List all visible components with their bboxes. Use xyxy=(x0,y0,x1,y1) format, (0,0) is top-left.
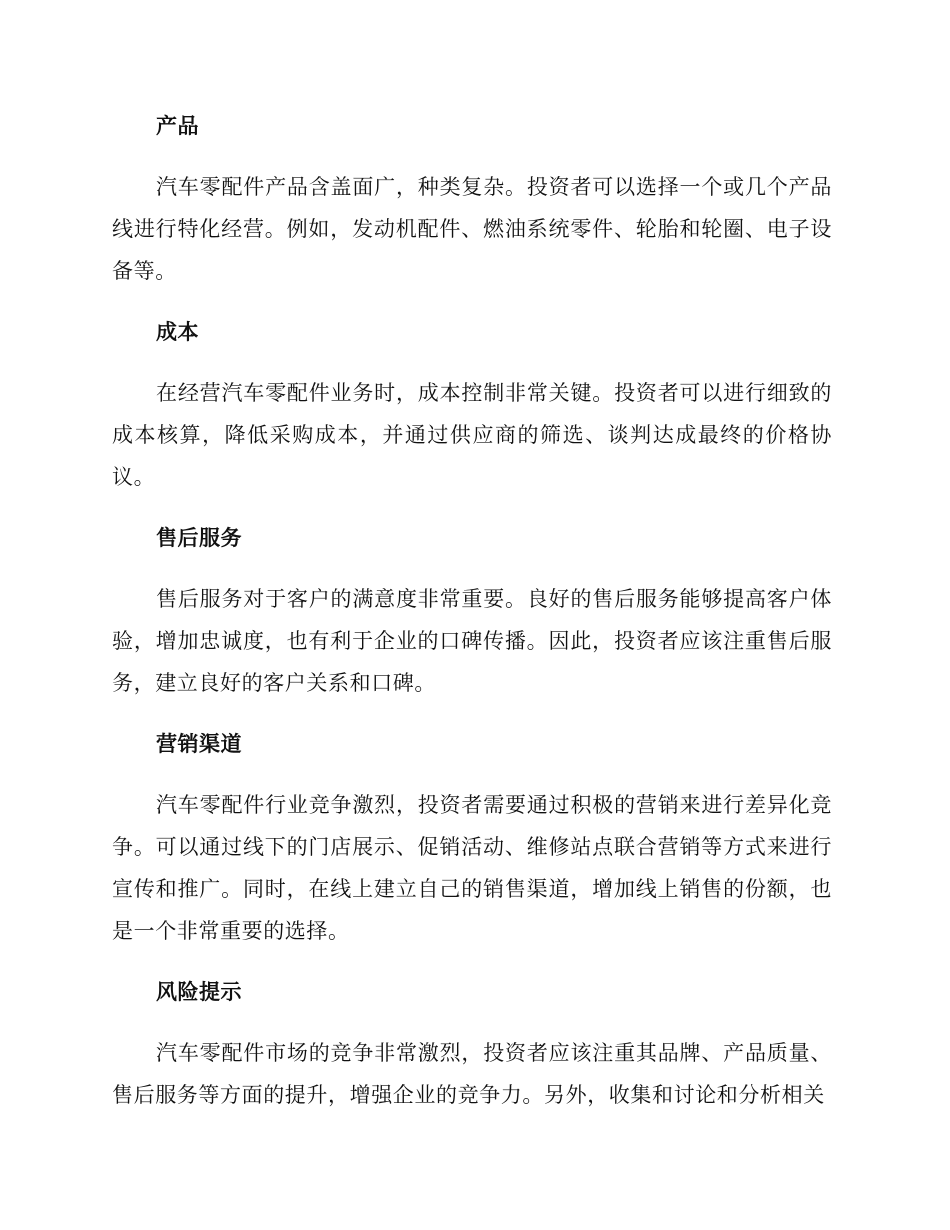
section-paragraph: 汽车零配件市场的竞争非常激烈，投资者应该注重其品牌、产品质量、售后服务等方面的提升，增强企业的竞争力。另外，收集和讨论和分析相关 xyxy=(112,1041,832,1107)
section-paragraph: 汽车零配件产品含盖面广，种类复杂。投资者可以选择一个或几个产品线进行特化经营。例如，发动机配件、燃油系统零件、轮胎和轮圈、电子设备等。 xyxy=(112,175,832,283)
section-product xyxy=(112,103,832,292)
section-paragraph: 售后服务对于客户的满意度非常重要。良好的售后服务能够提高客户体验，增加忠诚度，也有利于企业的口碑传播。因此，投资者应该注重售后服务，建立良好的客户关系和口碑。 xyxy=(112,587,832,695)
section-marketing xyxy=(112,721,832,952)
section-heading: 风险提示 xyxy=(156,980,242,1004)
section-heading: 营销渠道 xyxy=(156,732,242,756)
section-heading: 产品 xyxy=(156,114,199,138)
section-heading: 售后服务 xyxy=(156,526,242,550)
section-after-sales xyxy=(112,515,832,704)
section-risk xyxy=(112,969,832,1116)
document-body xyxy=(112,103,832,1133)
section-paragraph: 汽车零配件行业竞争激烈，投资者需要通过积极的营销来进行差异化竞争。可以通过线下的门店展示、促销活动、维修站点联合营销等方式来进行宣传和推广。同时，在线上建立自己的销售渠道，增加线上销售的份额，也是一个非常重要的选择。 xyxy=(112,793,832,943)
section-paragraph: 在经营汽车零配件业务时，成本控制非常关键。投资者可以进行细致的成本核算，降低采购成本，并通过供应商的筛选、谈判达成最终的价格协议。 xyxy=(112,381,832,489)
section-heading: 成本 xyxy=(156,320,199,344)
section-cost xyxy=(112,309,832,498)
